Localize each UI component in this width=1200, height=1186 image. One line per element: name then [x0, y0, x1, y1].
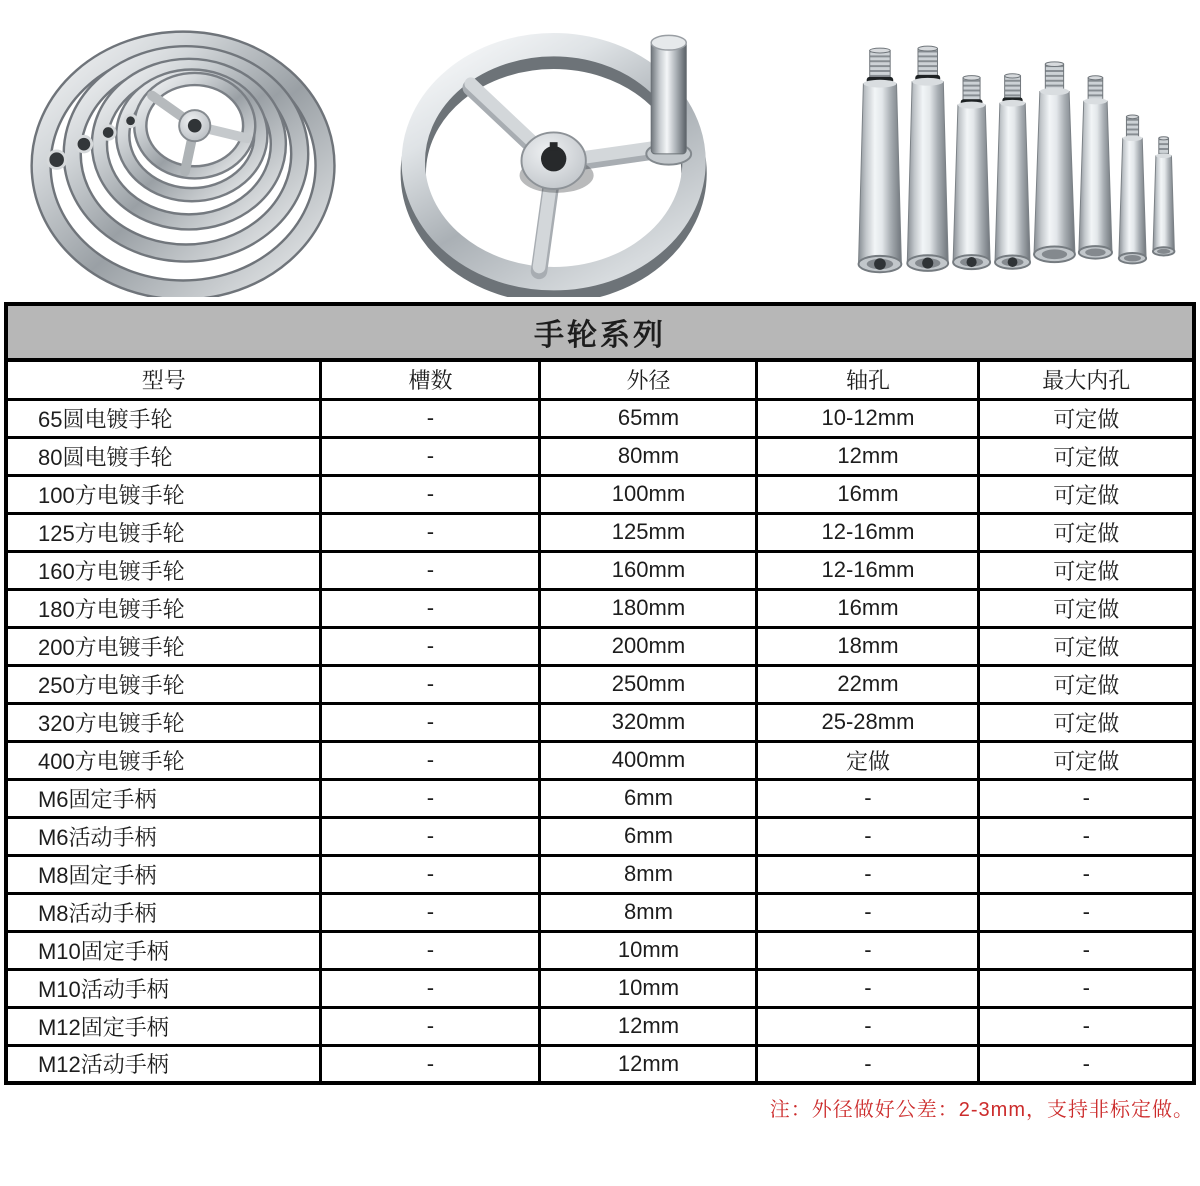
cell-shaft-hole: -: [757, 893, 979, 931]
cell-outer-diameter: 10mm: [540, 931, 757, 969]
table-title: 手轮系列: [6, 304, 1194, 360]
cell-max-bore: 可定做: [979, 741, 1194, 779]
cell-slots: -: [321, 703, 540, 741]
table-row: [6, 855, 1194, 893]
cell-slots: -: [321, 665, 540, 703]
cell-outer-diameter: 200mm: [540, 627, 757, 665]
handle-5: [1034, 61, 1075, 261]
cell-slots: -: [321, 893, 540, 931]
cell-model: 125方电镀手轮: [6, 513, 321, 551]
table-row: [6, 551, 1194, 589]
cell-model: M8固定手柄: [6, 855, 321, 893]
col-header-outer-diameter: 外径: [540, 360, 757, 399]
cell-outer-diameter: 12mm: [540, 1045, 757, 1083]
cell-slots: -: [321, 399, 540, 437]
cell-outer-diameter: 8mm: [540, 893, 757, 931]
table-row: [6, 513, 1194, 551]
cell-model: M6活动手柄: [6, 817, 321, 855]
cell-shaft-hole: 16mm: [757, 589, 979, 627]
cell-shaft-hole: -: [757, 1045, 979, 1083]
cell-slots: -: [321, 1045, 540, 1083]
table-row: [6, 741, 1194, 779]
cell-max-bore: 可定做: [979, 589, 1194, 627]
table-row: [6, 589, 1194, 627]
cell-model: M12固定手柄: [6, 1007, 321, 1045]
cell-shaft-hole: 定做: [757, 741, 979, 779]
cell-slots: -: [321, 931, 540, 969]
product-photos: [0, 0, 1200, 302]
handle-3: [953, 75, 990, 269]
col-header-max-bore: 最大内孔: [979, 360, 1194, 399]
chrome-handles-set-photo: [800, 1, 1190, 302]
cell-model: 80圆电镀手轮: [6, 437, 321, 475]
cell-shaft-hole: -: [757, 817, 979, 855]
cell-max-bore: -: [979, 1045, 1194, 1083]
cell-outer-diameter: 80mm: [540, 437, 757, 475]
cell-slots: -: [321, 969, 540, 1007]
cell-shaft-hole: 16mm: [757, 475, 979, 513]
cell-shaft-hole: -: [757, 1007, 979, 1045]
table-row: [6, 399, 1194, 437]
cell-slots: -: [321, 817, 540, 855]
cell-max-bore: 可定做: [979, 627, 1194, 665]
table-title-row: [6, 304, 1194, 360]
handle-6: [1079, 75, 1112, 258]
cell-shaft-hole: 12mm: [757, 437, 979, 475]
col-header-shaft-hole: 轴孔: [757, 360, 979, 399]
table-row: [6, 1007, 1194, 1045]
table-row: [6, 437, 1194, 475]
cell-outer-diameter: 6mm: [540, 779, 757, 817]
note: 注：外径做好公差：2-3mm，支持非标定做。: [769, 1099, 1194, 1121]
cell-shaft-hole: -: [757, 855, 979, 893]
handwheel-with-handle-photo: [385, 1, 775, 302]
cell-max-bore: 可定做: [979, 399, 1194, 437]
handle-7: [1119, 114, 1146, 262]
cell-slots: -: [321, 475, 540, 513]
cell-model: M6固定手柄: [6, 779, 321, 817]
cell-outer-diameter: 180mm: [540, 589, 757, 627]
col-header-model: 型号: [6, 360, 321, 399]
handle-1: [859, 48, 902, 272]
cell-slots: -: [321, 855, 540, 893]
cell-outer-diameter: 250mm: [540, 665, 757, 703]
cell-model: 250方电镀手轮: [6, 665, 321, 703]
handle-4: [995, 73, 1030, 268]
cell-max-bore: 可定做: [979, 703, 1194, 741]
handwheel-stack-photo: [10, 1, 360, 302]
cell-outer-diameter: 400mm: [540, 741, 757, 779]
table-row: [6, 475, 1194, 513]
cell-max-bore: -: [979, 1007, 1194, 1045]
table-header-row: [6, 360, 1194, 399]
cell-slots: -: [321, 589, 540, 627]
cell-max-bore: -: [979, 855, 1194, 893]
cell-max-bore: 可定做: [979, 437, 1194, 475]
cell-shaft-hole: -: [757, 779, 979, 817]
crank-handle: [646, 35, 691, 164]
table-row: [6, 665, 1194, 703]
table-row: [6, 627, 1194, 665]
handwheel-stack-image: [10, 1, 360, 297]
cell-shaft-hole: 12-16mm: [757, 551, 979, 589]
cell-model: 320方电镀手轮: [6, 703, 321, 741]
handwheel-with-handle-image: [385, 1, 775, 297]
cell-slots: -: [321, 627, 540, 665]
chrome-handles-set-image: [800, 1, 1190, 297]
handle-8: [1153, 136, 1174, 255]
cell-max-bore: -: [979, 817, 1194, 855]
cell-max-bore: 可定做: [979, 665, 1194, 703]
table-row: [6, 1045, 1194, 1083]
cell-outer-diameter: 160mm: [540, 551, 757, 589]
cell-model: M10活动手柄: [6, 969, 321, 1007]
cell-shaft-hole: 22mm: [757, 665, 979, 703]
cell-model: 400方电镀手轮: [6, 741, 321, 779]
cell-shaft-hole: 10-12mm: [757, 399, 979, 437]
table-row: [6, 817, 1194, 855]
cell-model: 160方电镀手轮: [6, 551, 321, 589]
cell-max-bore: -: [979, 969, 1194, 1007]
cell-outer-diameter: 100mm: [540, 475, 757, 513]
cell-outer-diameter: 320mm: [540, 703, 757, 741]
cell-model: M10固定手柄: [6, 931, 321, 969]
cell-model: 65圆电镀手轮: [6, 399, 321, 437]
cell-max-bore: 可定做: [979, 551, 1194, 589]
col-header-slots: 槽数: [321, 360, 540, 399]
cell-outer-diameter: 65mm: [540, 399, 757, 437]
cell-max-bore: -: [979, 779, 1194, 817]
cell-max-bore: -: [979, 931, 1194, 969]
spec-table-body: [6, 399, 1194, 1083]
cell-max-bore: 可定做: [979, 475, 1194, 513]
cell-shaft-hole: 12-16mm: [757, 513, 979, 551]
cell-slots: -: [321, 513, 540, 551]
cell-model: 200方电镀手轮: [6, 627, 321, 665]
cell-slots: -: [321, 1007, 540, 1045]
cell-model: M12活动手柄: [6, 1045, 321, 1083]
handle-2: [907, 46, 948, 271]
cell-outer-diameter: 10mm: [540, 969, 757, 1007]
cell-slots: -: [321, 741, 540, 779]
cell-shaft-hole: -: [757, 931, 979, 969]
cell-model: 100方电镀手轮: [6, 475, 321, 513]
cell-max-bore: 可定做: [979, 513, 1194, 551]
table-row: [6, 779, 1194, 817]
cell-shaft-hole: -: [757, 969, 979, 1007]
cell-slots: -: [321, 551, 540, 589]
cell-max-bore: -: [979, 893, 1194, 931]
table-row: [6, 969, 1194, 1007]
cell-slots: -: [321, 779, 540, 817]
cell-outer-diameter: 125mm: [540, 513, 757, 551]
cell-outer-diameter: 6mm: [540, 817, 757, 855]
cell-shaft-hole: 18mm: [757, 627, 979, 665]
wheel-hub: [520, 132, 594, 192]
table-row: [6, 893, 1194, 931]
cell-outer-diameter: 8mm: [540, 855, 757, 893]
cell-model: M8活动手柄: [6, 893, 321, 931]
table-row: [6, 703, 1194, 741]
cell-shaft-hole: 25-28mm: [757, 703, 979, 741]
cell-outer-diameter: 12mm: [540, 1007, 757, 1045]
table-row: [6, 931, 1194, 969]
spec-table: [4, 302, 1196, 1085]
cell-model: 180方电镀手轮: [6, 589, 321, 627]
cell-slots: -: [321, 437, 540, 475]
